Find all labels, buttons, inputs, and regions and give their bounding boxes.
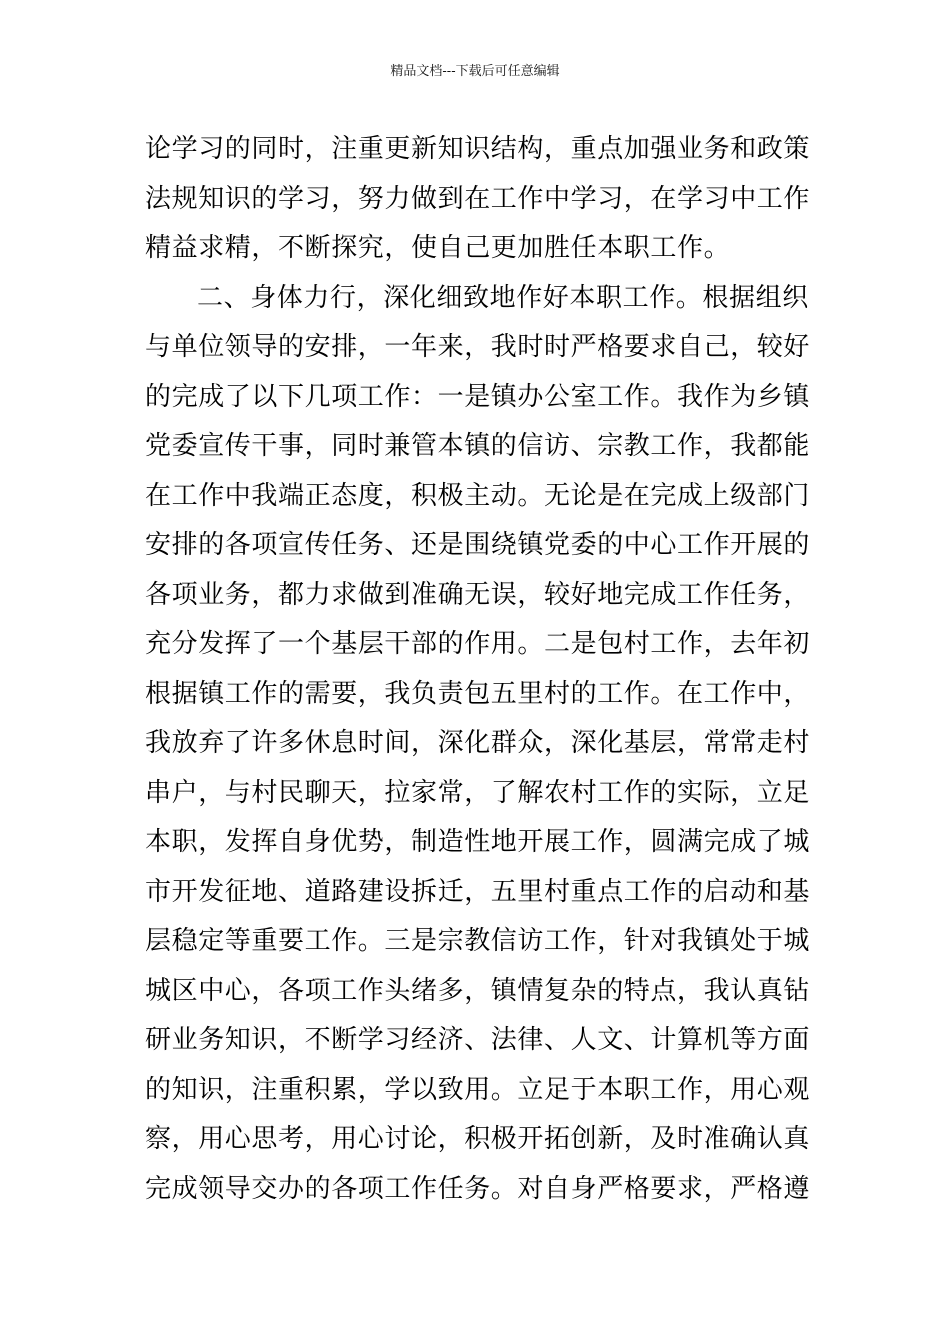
text-line: 我放弃了许多休息时间，深化群众，深化基层，常常走村: [145, 728, 811, 758]
text-line: 的完成了以下几项工作：一是镇办公室工作。我作为乡镇: [145, 381, 811, 412]
text-line: 各项业务，都力求做到准确无误，较好地完成工作任务，: [145, 579, 811, 610]
text-line: 论学习的同时，注重更新知识结构，重点加强业务和政策: [145, 134, 811, 164]
paragraph-first-line: 二、身体力行，深化细致地作好本职工作。根据组织: [197, 282, 809, 313]
text-line: 党委宣传干事，同时兼管本镇的信访、宗教工作，我都能: [145, 431, 811, 461]
text-line: 城区中心，各项工作头绪多，镇情复杂的特点，我认真钻: [145, 975, 811, 1006]
text-line: 的知识，注重积累，学以致用。立足于本职工作，用心观: [145, 1074, 811, 1105]
text-line: 市开发征地、道路建设拆迁，五里村重点工作的启动和基: [145, 876, 811, 907]
text-line: 与单位领导的安排，一年来，我时时严格要求自己，较好: [145, 332, 811, 362]
text-line: 充分发挥了一个基层干部的作用。二是包村工作，去年初: [145, 629, 811, 659]
text-line: 根据镇工作的需要，我负责包五里村的工作。在工作中，: [145, 678, 811, 709]
page-header: 精品文档---下载后可任意编辑: [390, 64, 560, 79]
text-line: 精益求精，不断探究，使自己更加胜任本职工作。: [145, 233, 731, 263]
text-line: 串户，与村民聊天，拉家常，了解农村工作的实际，立足: [145, 777, 811, 808]
text-line: 法规知识的学习，努力做到在工作中学习，在学习中工作: [145, 183, 811, 214]
text-line: 安排的各项宣传任务、还是围绕镇党委的中心工作开展的: [145, 530, 811, 560]
text-line: 本职，发挥自身优势，制造性地开展工作，圆满完成了城: [145, 827, 811, 857]
text-line: 在工作中我端正态度，积极主动。无论是在完成上级部门: [145, 480, 811, 511]
document-body: [145, 125, 810, 1214]
text-line: 察，用心思考，用心讨论，积极开拓创新，及时准确认真: [145, 1124, 811, 1154]
text-line: 研业务知识，不断学习经济、法律、人文、计算机等方面: [145, 1025, 811, 1055]
text-line: 完成领导交办的各项工作任务。对自身严格要求，严格遵: [145, 1173, 811, 1204]
text-line: 层稳定等重要工作。三是宗教信访工作，针对我镇处于城: [145, 926, 811, 956]
